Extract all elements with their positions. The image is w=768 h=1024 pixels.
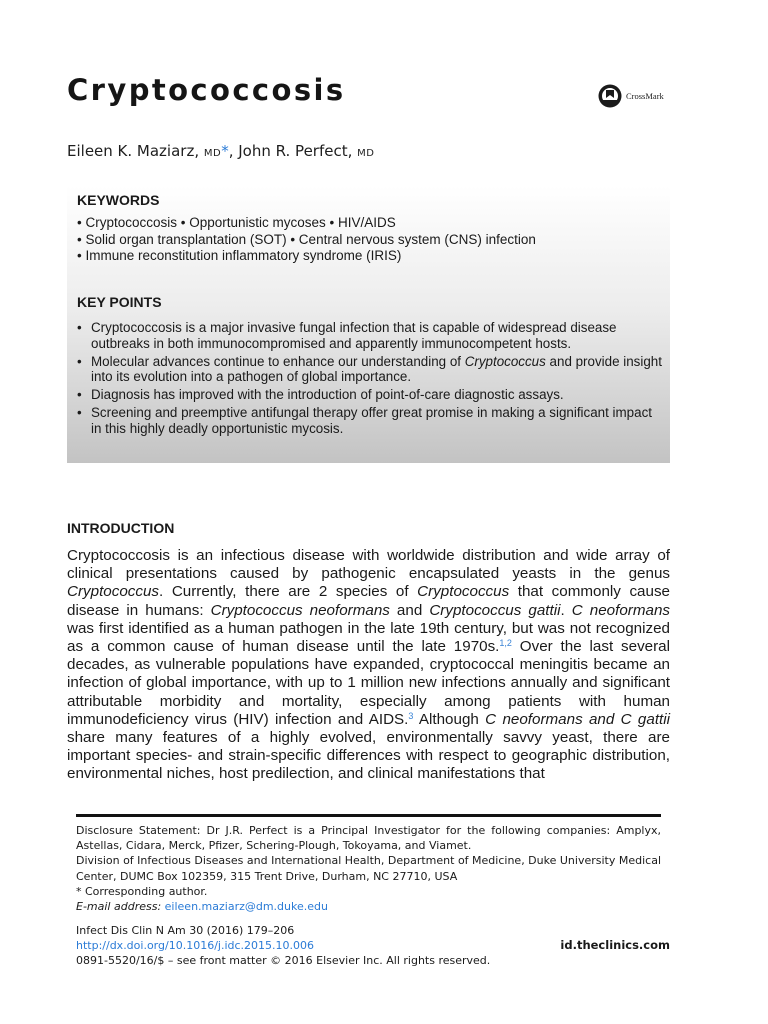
keyword-line: • Solid organ transplantation (SOT) • Central nervous system (CNS) infection <box>77 231 536 247</box>
key-points-list <box>77 320 662 439</box>
keyword-line: • Cryptococcosis • Opportunistic mycoses • HIV/AIDS <box>77 215 396 230</box>
copyright: 0891-5520/16/$ – see front matter © 2016 Elsevier Inc. All rights reserved. <box>76 954 491 968</box>
keywords-list <box>77 215 536 265</box>
email-link[interactable]: eileen.maziarz@dm.duke.edu <box>164 900 328 914</box>
author-line <box>67 142 374 160</box>
keyword-line: • Immune reconstitution inflammatory syndrome (IRIS) <box>77 248 402 263</box>
footnote-rule <box>76 814 661 817</box>
author-name: John R. Perfect, <box>238 142 358 160</box>
corresponding-author: * Corresponding author. <box>76 884 208 898</box>
doi-link[interactable]: http://dx.doi.org/10.1016/j.idc.2015.10.006 <box>76 939 315 953</box>
affiliation: Division of Infectious Diseases and International Health, Department of Medicine, Duke University Medical Center, DUMC Box 102359, 315 Trent Drive, Durham, NC 27710, USA <box>76 854 661 883</box>
introduction-heading: INTRODUCTION <box>67 520 175 536</box>
author-separator: , <box>228 142 239 160</box>
key-point: • Diagnosis has improved with the introduction of point-of-care diagnostic assays. <box>77 387 662 403</box>
key-point: • Molecular advances continue to enhance our understanding of Cryptococcus and provide insight into its evolution into a pathogen of global importance. <box>77 354 662 385</box>
article-title: Cryptococcosis <box>67 73 346 107</box>
crossmark-badge[interactable] <box>598 84 664 108</box>
crossmark-icon <box>598 84 622 108</box>
corresponding-mark[interactable]: * <box>221 142 229 160</box>
reference-link[interactable]: 1,2 <box>499 638 512 649</box>
disclosure-statement: Disclosure Statement: Dr J.R. Perfect is a Principal Investigator for the following companies: Amplyx, Astellas, Cidara, Merck, Pfizer, Schering-Plough, Tokoyama, and Viamet. <box>76 824 661 853</box>
keywords-heading: KEYWORDS <box>77 192 160 208</box>
journal-citation: Infect Dis Clin N Am 30 (2016) 179–206 <box>76 924 295 937</box>
key-point: • Cryptococcosis is a major invasive fungal infection that is capable of widespread disease outbreaks in both immunocompromised and apparently immunocompetent hosts. <box>77 320 662 351</box>
key-point: • Screening and preemptive antifungal therapy offer great promise in making a significant impact in this highly deadly opportunistic mycosis. <box>77 405 662 436</box>
footnotes <box>76 823 661 914</box>
reference-link[interactable]: 3 <box>408 710 414 721</box>
author-degree: MD <box>357 148 375 159</box>
crossmark-label: CrossMark <box>626 91 664 101</box>
journal-site[interactable]: id.theclinics.com <box>560 938 670 952</box>
introduction-paragraph: Cryptococcosis is an infectious disease with worldwide distribution and wide array of clinical presentations caused by pathogenic encapsulated yeasts in the genus Cryptococcus. Currently, there are 2 species of Cryptococcus that commonly cause disease in humans: Cryptococcus neoformans and Cryptococcus gattii. C neoformans was first identified as a human pathogen in the late 19th century, but was not recognized as a common cause of human disease until the late 1970s.$^{1,2}$ Over the last several decades, as vulnerable populations have expanded, cryptococcal meningitis became an infection of global importance, with up to 1 million new infections annually and significant attributable morbidity and mortality, especially among patients with human immunodeficiency virus (HIV) infection and AIDS.$^3$ Although C neoformans and C gattii share many features of a highly evolved, environmentally savvy yeast, there are important species- and strain-specific differences with respect to geographic distribution, environmental niches, host predilection, and clinical manifestations that <box>67 547 671 783</box>
author-degree: MD <box>203 148 222 159</box>
email-line: E-mail address: eileen.maziarz@dm.duke.edu <box>76 900 328 914</box>
keywords-keypoints-box <box>67 186 670 463</box>
key-points-heading: KEY POINTS <box>77 294 162 310</box>
author-name: Eileen K. Maziarz, <box>67 142 204 160</box>
